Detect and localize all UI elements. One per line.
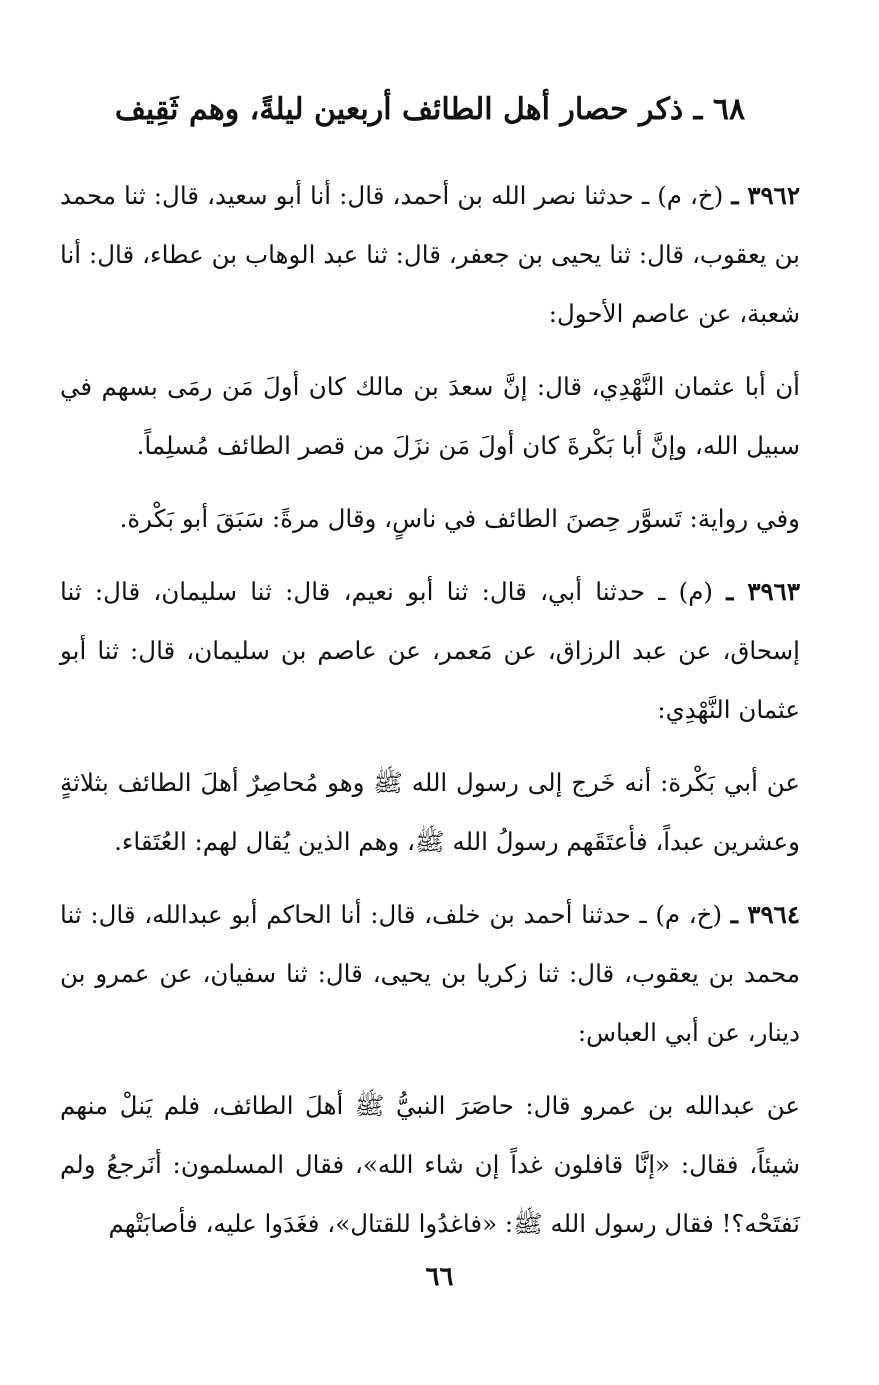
hadith-3963-text: عن أبي بَكْرة: أنه خَرج إلى رسول الله ﷺ وهو مُحاصِرٌ أهلَ الطائف بثلاثةٍ وعشرين عبداً، فأعتَقَهم رسولُ الله ﷺ، وهم الذين يُقال لهم: العُتَقاء. bbox=[60, 768, 800, 856]
hadith-number: ٣٩٦٤ ـ bbox=[730, 900, 800, 929]
hadith-3962-variant: وفي رواية: تَسوَّر حِصنَ الطائف في ناسٍ، وقال مرةً: سَبَقَ أبو بَكْرة. bbox=[119, 504, 800, 533]
isnad-text: (خ، م) ـ حدثنا نصر الله بن أحمد، قال: أنا أبو سعيد، قال: ثنا محمد بن يعقوب، قال: ثنا يحيى بن جعفر، قال: ثنا عبد الوهاب بن عطاء، قال: أنا شعبة، عن عاصم الأحول: bbox=[60, 181, 800, 328]
hadith-3964-isnad bbox=[60, 885, 800, 1062]
hadith-3964-text: عن عبدالله بن عمرو قال: حاصَرَ النبيُّ ﷺ أهلَ الطائف، فلم يَنلْ منهم شيئاً، فقال: «إنَّا قافلون غداً إن شاء الله»، فقال المسلمون: أنَرجعُ ولم نَفتَحْه؟! فقال رسول الله ﷺ: «فاغدُوا للقتال»، فغَدَوا عليه، فأصابَتْهم bbox=[60, 1091, 800, 1238]
hadith-number: ٣٩٦٢ ـ bbox=[731, 181, 800, 210]
page-number: ٦٦ bbox=[425, 1262, 454, 1292]
isnad-text: (م) ـ حدثنا أبي، قال: ثنا أبو نعيم، قال: ثنا سليمان، قال: ثنا إسحاق، عن عبد الرزاق، عن مَعمر، عن عاصم بن سليمان، قال: ثنا أبو عثمان النَّهْدِي: bbox=[60, 577, 800, 724]
book-page bbox=[60, 60, 800, 1340]
chapter-title: ٦٨ ـ ذكر حصار أهل الطائف أربعين ليلةً، وهم ثَقِيف bbox=[114, 92, 746, 127]
isnad-text: (خ، م) ـ حدثنا أحمد بن خلف، قال: أنا الحاكم أبو عبدالله، قال: ثنا محمد بن يعقوب، قال: ثنا زكريا بن يحيى، قال: ثنا سفيان، عن عمرو بن دينار، عن أبي العباس: bbox=[60, 900, 800, 1047]
hadith-3962-text: أن أبا عثمان النَّهْدِي، قال: إنَّ سعدَ بن مالك كان أولَ مَن رمَى بسهم في سبيل الله، وإنَّ أبا بَكْرةَ كان أولَ مَن نزَلَ من قصر الطائف مُسلِماً. bbox=[60, 372, 800, 460]
hadith-3962-isnad bbox=[60, 166, 800, 343]
hadith-3963-isnad bbox=[60, 562, 800, 739]
hadith-number: ٣٩٦٣ ـ bbox=[726, 577, 800, 606]
